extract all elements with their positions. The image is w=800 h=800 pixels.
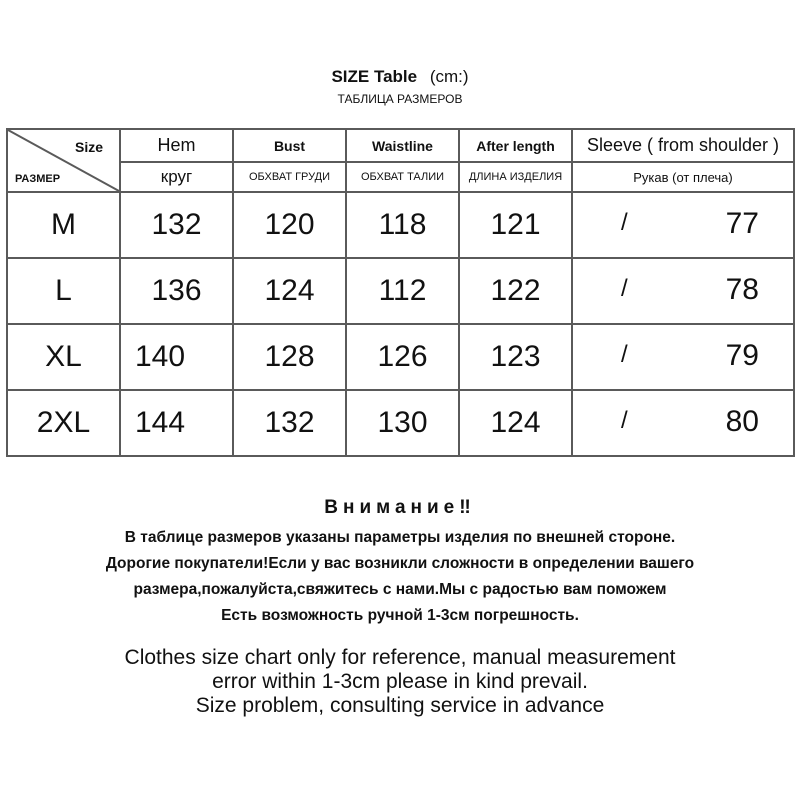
sleeve-cell: [572, 390, 794, 456]
title-line: [0, 66, 800, 88]
col-header-waistline-ru: ОБХВАТ ТАЛИИ: [346, 162, 459, 192]
size-cell: L: [7, 258, 120, 324]
col-header-length: After length: [459, 129, 572, 162]
size-cell: 2XL: [7, 390, 120, 456]
sleeve-cell: [572, 324, 794, 390]
length-cell: 124: [459, 390, 572, 456]
corner-ru-label: РАЗМЕР: [15, 173, 61, 185]
col-header-sleeve-ru: Рукав (от плеча): [572, 162, 794, 192]
hem-cell: 132: [120, 192, 233, 258]
notice-ru-line: В таблице размеров указаны параметры изделия по внешней стороне.: [124, 529, 676, 546]
col-header-hem-ru: круг: [120, 162, 233, 192]
col-header-sleeve: Sleeve ( from shoulder ): [572, 129, 794, 162]
hem-cell: 136: [120, 258, 233, 324]
sleeve-value: 77: [725, 207, 759, 240]
page-title: SIZE Table: [331, 67, 418, 86]
sleeve-slash: /: [621, 407, 628, 434]
corner-cell: [7, 129, 120, 192]
notice-title: Внимание‼: [324, 497, 476, 518]
sleeve-value: 79: [725, 339, 759, 372]
header-row-en: [7, 129, 794, 162]
length-cell: 123: [459, 324, 572, 390]
col-header-bust: Bust: [233, 129, 346, 162]
size-cell: XL: [7, 324, 120, 390]
waist-cell: 126: [346, 324, 459, 390]
sleeve-slash: /: [621, 275, 628, 302]
sleeve-cell: [572, 258, 794, 324]
notice-ru-line: размера,пожалуйста,свяжитесь с нами.Мы с радостью вам поможем: [133, 581, 667, 598]
bust-cell: 120: [233, 192, 346, 258]
col-header-bust-ru: ОБХВАТ ГРУДИ: [233, 162, 346, 192]
notice-ru-line: Дорогие покупатели!Если у вас возникли сложности в определении вашего: [105, 555, 695, 572]
table-row: [7, 324, 794, 390]
col-header-length-ru: ДЛИНА ИЗДЕЛИЯ: [459, 162, 572, 192]
notice-en-line: Size problem, consulting service in advance: [195, 694, 605, 717]
col-header-waistline: Waistline: [346, 129, 459, 162]
waist-cell: 130: [346, 390, 459, 456]
page-subtitle: ТАБЛИЦА РАЗМЕРОВ: [337, 92, 463, 106]
sleeve-value: 80: [725, 405, 759, 438]
header-row-ru: [7, 162, 794, 192]
sleeve-slash: /: [621, 341, 628, 368]
table-row: [7, 192, 794, 258]
table-row: [7, 390, 794, 456]
waist-cell: 112: [346, 258, 459, 324]
length-cell: 122: [459, 258, 572, 324]
hem-cell: 140: [120, 324, 233, 390]
bust-cell: 124: [233, 258, 346, 324]
col-header-hem: Hem: [120, 129, 233, 162]
notice-en-line: Clothes size chart only for reference, manual measurement: [124, 646, 676, 669]
sleeve-slash: /: [621, 209, 628, 236]
bust-cell: 132: [233, 390, 346, 456]
corner-size-label: Size: [74, 139, 103, 155]
table-row: [7, 258, 794, 324]
waist-cell: 118: [346, 192, 459, 258]
unit-label: (cm:): [429, 67, 469, 86]
hem-cell: 144: [120, 390, 233, 456]
sleeve-cell: [572, 192, 794, 258]
bust-cell: 128: [233, 324, 346, 390]
notice-en-line: error within 1-3cm please in kind prevail.: [212, 670, 588, 693]
title-block: [0, 66, 800, 108]
notice-ru-line: Есть возможность ручной 1-3см погрешность.: [221, 607, 579, 624]
sleeve-value: 78: [725, 273, 759, 306]
size-table: [6, 128, 795, 457]
size-cell: M: [7, 192, 120, 258]
length-cell: 121: [459, 192, 572, 258]
